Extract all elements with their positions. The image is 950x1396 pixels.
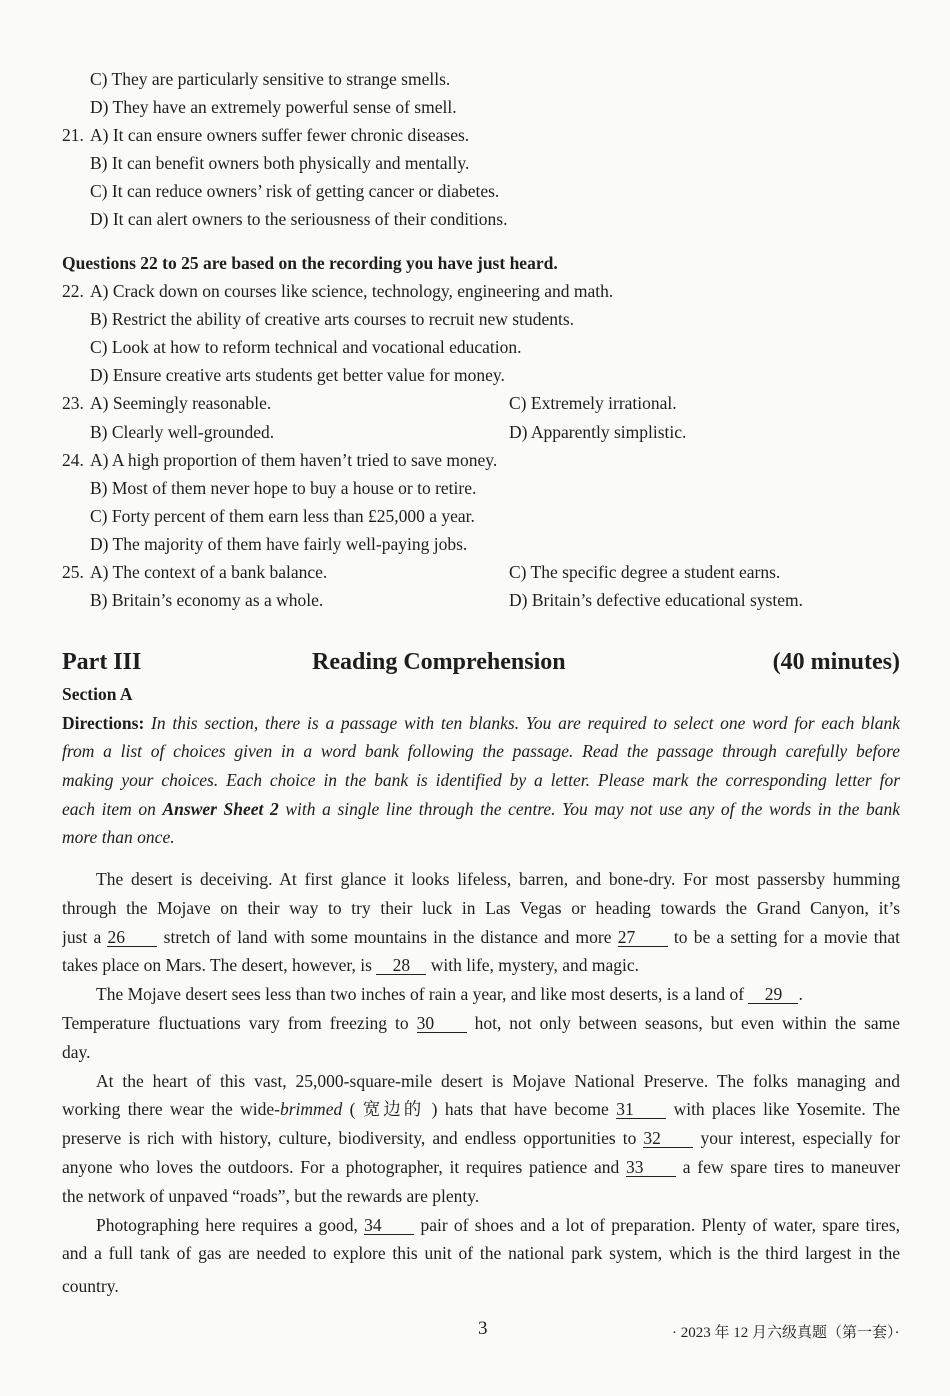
passage-line: through the Mojave on their way to try their luck in Las Vegas or heading towards the Grand Canyon, it’s — [62, 897, 900, 918]
option: D) Ensure creative arts students get better value for money. — [90, 365, 505, 386]
passage-line: At the heart of this vast, 25,000-square-mile desert is Mojave National Preserve. The folks managing and — [96, 1070, 900, 1091]
part-heading — [62, 645, 900, 679]
part-title: Reading Comprehension — [312, 649, 566, 675]
option: C) Forty percent of them earn less than £25,000 a year. — [90, 505, 475, 526]
passage-text: working there wear the wide- — [62, 1099, 280, 1120]
page-number: 3 — [478, 1318, 488, 1339]
passage-text: stretch of land with some mountains in the distance and more — [163, 926, 612, 947]
answer-sheet-label: Answer Sheet 2 — [162, 798, 279, 819]
part-label: Part III — [62, 649, 142, 675]
passage-text: anyone who loves the outdoors. For a photographer, it requires patience and — [62, 1156, 620, 1177]
passage-text: a few spare tires to maneuver — [682, 1156, 900, 1177]
option: B) Britain’s economy as a whole. — [90, 590, 324, 611]
option: D) They have an extremely powerful sense of smell. — [90, 97, 457, 118]
passage-line: day. — [62, 1041, 91, 1062]
passage-text: to be a setting for a movie that — [673, 926, 900, 947]
blank-34: 34 — [364, 1216, 414, 1235]
passage-text: with life, mystery, and magic. — [430, 955, 640, 976]
passage-line: and a full tank of gas are needed to explore this unit of the national park system, which is the third largest in the — [62, 1243, 900, 1264]
directions-text: In this section, there is a passage with ten blanks. You are required to select one word for each blank — [151, 712, 900, 733]
passage-line: The desert is deceiving. At first glance it looks lifeless, barren, and bone-dry. For most passersby humming — [96, 869, 900, 889]
directions-text: with a single line through the centre. You may not use any of the words in the bank — [285, 798, 900, 819]
blank-32: 32 — [643, 1129, 693, 1148]
blank-31: 31 — [616, 1100, 666, 1119]
option: C) Extremely irrational. — [509, 393, 677, 414]
question-number: 25. — [62, 562, 84, 583]
directions — [62, 680, 900, 852]
passage-text: pair of shoes and a lot of preparation. Plenty of water, spare tires, — [420, 1214, 900, 1235]
option: A) A high proportion of them haven’t tried to save money. — [90, 449, 498, 470]
question-number: 23. — [62, 393, 84, 414]
passage-text: takes place on Mars. The desert, however, is — [62, 955, 372, 976]
option: A) The context of a bank balance. — [90, 562, 328, 583]
directions-text: from a list of choices given in a word bank following the passage. Read the passage through carefully before — [62, 741, 900, 762]
question-group-heading: Questions 22 to 25 are based on the recording you have just heard. — [62, 253, 558, 273]
passage-text: Temperature fluctuations vary from freezing to — [62, 1012, 409, 1033]
passage-text: . — [798, 984, 803, 1005]
passage-text: hot, not only between seasons, but even within the same — [474, 1012, 900, 1033]
option: B) Clearly well-grounded. — [90, 421, 275, 442]
blank-33: 33 — [626, 1158, 676, 1177]
option: D) It can alert owners to the seriousness of their conditions. — [90, 209, 508, 230]
section-heading: Section A — [62, 684, 133, 704]
question-number: 24. — [62, 449, 84, 470]
directions-label: Directions: — [62, 712, 145, 733]
passage-text: Photographing here requires a good, — [96, 1214, 358, 1235]
option: C) Look at how to reform technical and vocational education. — [90, 337, 522, 358]
passage-text: The Mojave desert sees less than two inches of rain a year, and like most deserts, is a land of — [96, 984, 745, 1005]
option: D) Apparently simplistic. — [509, 421, 687, 442]
chinese-gloss: ( 宽边的 ) — [349, 1099, 438, 1120]
footer-title: · 2023 年 12 月六级真题（第一套）· — [672, 1325, 900, 1341]
blank-28: 28 — [376, 956, 426, 975]
option: B) Restrict the ability of creative arts courses to recruit new students. — [90, 309, 575, 330]
questions-20-21 — [62, 65, 900, 234]
directions-text: each item on — [62, 798, 156, 819]
directions-text: more than once. — [62, 827, 175, 848]
passage-text: preserve is rich with history, culture, biodiversity, and endless opportunities to — [62, 1128, 637, 1149]
passage-line: country. — [62, 1276, 119, 1297]
option: C) They are particularly sensitive to strange smells. — [90, 69, 451, 89]
questions-22-25 — [62, 249, 900, 614]
option: D) Britain’s defective educational system. — [509, 590, 804, 611]
page-footer — [0, 1318, 950, 1342]
blank-30: 30 — [417, 1014, 467, 1033]
question-number: 22. — [62, 281, 84, 302]
option: D) The majority of them have fairly well-paying jobs. — [90, 533, 468, 554]
option: B) Most of them never hope to buy a house or to retire. — [90, 477, 477, 498]
part-time: (40 minutes) — [772, 649, 900, 675]
option: A) It can ensure owners suffer fewer chronic diseases. — [90, 125, 470, 146]
passage-italic: brimmed — [280, 1099, 343, 1120]
option: A) Crack down on courses like science, technology, engineering and math. — [90, 281, 614, 302]
passage-line: the network of unpaved “roads”, but the rewards are plenty. — [62, 1185, 480, 1206]
passage-text: your interest, especially for — [700, 1128, 900, 1149]
option: C) It can reduce owners’ risk of getting cancer or diabetes. — [90, 181, 500, 202]
blank-26: 26 — [107, 928, 157, 947]
option: C) The specific degree a student earns. — [509, 562, 781, 583]
option: B) It can benefit owners both physically and mentally. — [90, 153, 470, 174]
passage-text: with places like Yosemite. The — [673, 1099, 900, 1120]
directions-text: making your choices. Each choice in the bank is identified by a letter. Please mark the corresponding letter for — [62, 770, 900, 791]
blank-27: 27 — [618, 928, 668, 947]
question-number: 21. — [62, 125, 84, 146]
passage-text: hats that have become — [444, 1099, 609, 1120]
passage-text: just a — [62, 926, 102, 947]
option: A) Seemingly reasonable. — [90, 393, 272, 414]
passage — [62, 865, 900, 1301]
blank-29: 29 — [748, 985, 798, 1004]
